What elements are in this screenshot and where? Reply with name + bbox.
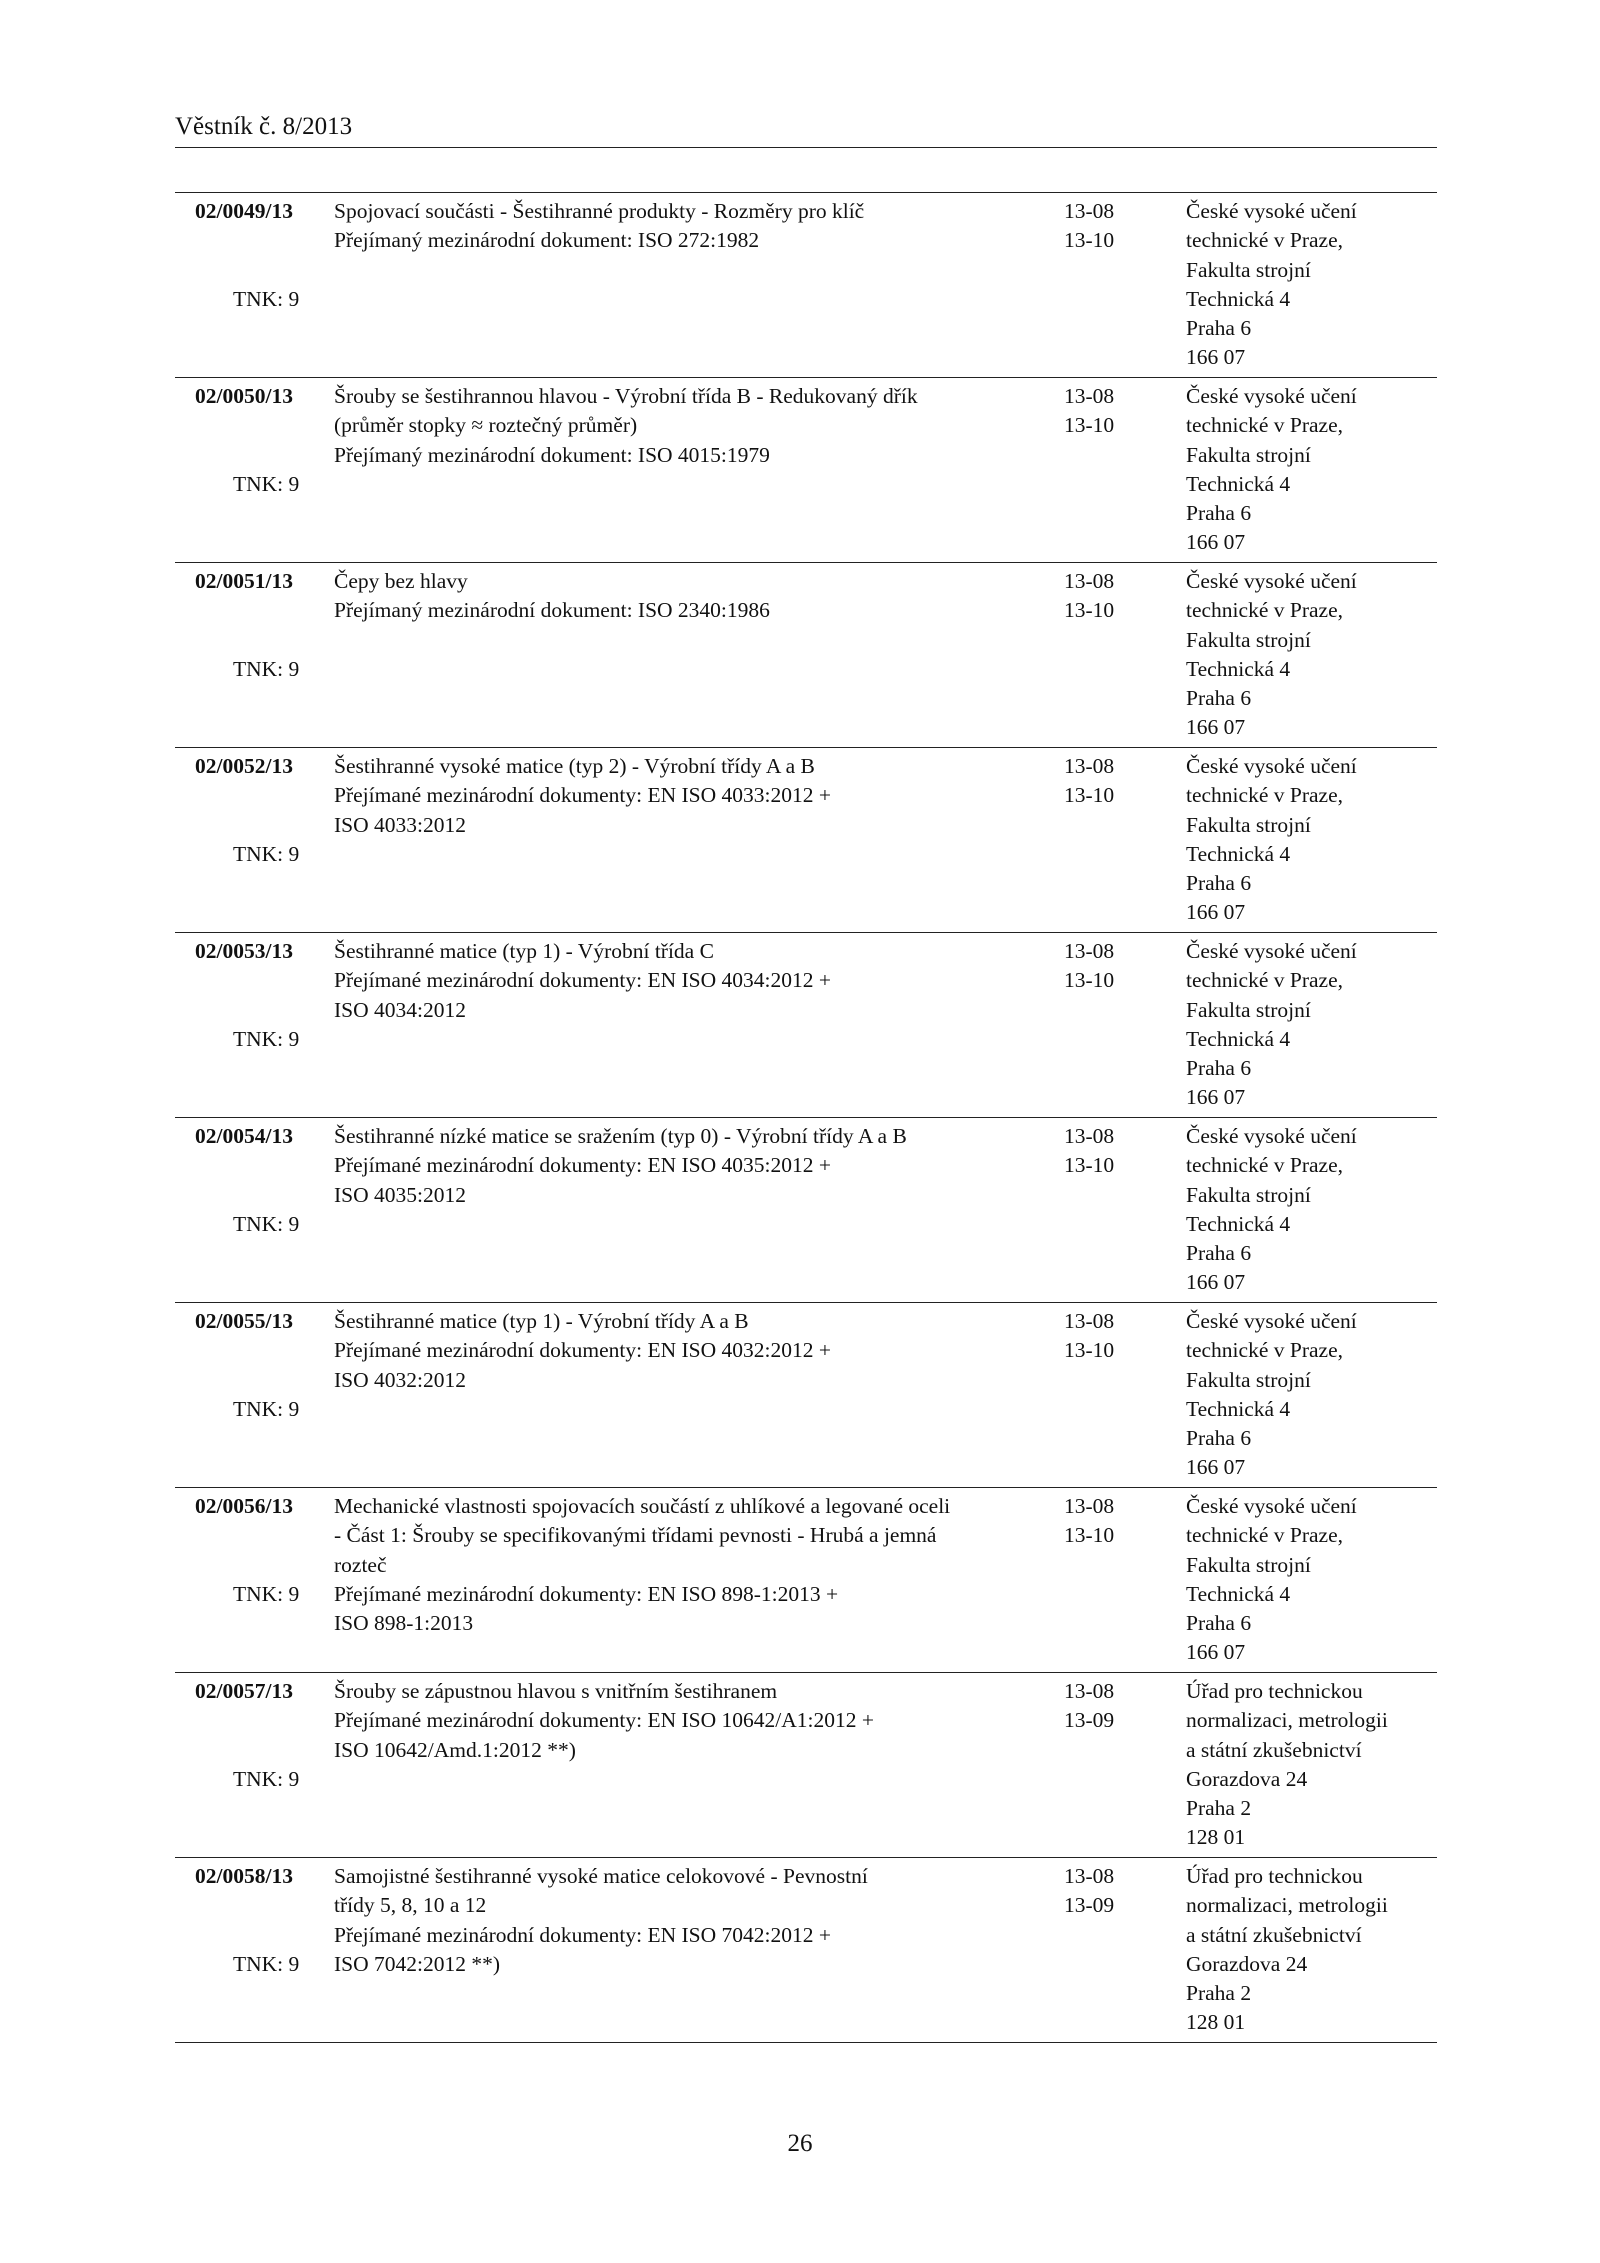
title-line: Šestihranné matice (typ 1) - Výrobní třídy A a B (334, 1309, 749, 1333)
address-line: Praha 2 (1186, 1981, 1252, 2006)
tnk-label: TNK: 9 (233, 287, 300, 311)
standard-number: 02/0058/13 (195, 1864, 293, 1888)
classification-codes-cell (1064, 382, 1154, 441)
address-line: České vysoké učení (1186, 569, 1357, 593)
table-row (175, 1302, 1437, 1487)
classification-codes-cell (1064, 752, 1154, 811)
address-line: 128 01 (1186, 1825, 1246, 1850)
classification-codes-cell (1064, 1307, 1154, 1366)
classification-code: 13-10 (1064, 1153, 1115, 1178)
classification-code: 13-10 (1064, 1523, 1115, 1548)
title-line: Spojovací součásti - Šestihranné produkty - Rozměry pro klíč (334, 199, 865, 223)
title-line: Šestihranné nízké matice se sražením (typ 0) - Výrobní třídy A a B (334, 1124, 907, 1148)
organization-address-cell (1186, 567, 1446, 743)
classification-code: 13-10 (1064, 1338, 1115, 1363)
title-line: Samojistné šestihranné vysoké matice celokovové - Pevnostní (334, 1864, 868, 1888)
title-line: Čepy bez hlavy (334, 569, 468, 593)
standard-title-cell (334, 937, 1034, 1025)
address-line: 166 07 (1186, 1640, 1246, 1665)
address-line: normalizaci, metrologii (1186, 1708, 1388, 1733)
table-row (175, 1487, 1437, 1672)
page-number: 26 (787, 2130, 813, 2157)
organization-address-cell (1186, 382, 1446, 558)
title-line: Přejímaný mezinárodní dokument: ISO 272:1982 (334, 228, 760, 253)
tnk-label: TNK: 9 (233, 1582, 300, 1606)
address-line: Praha 6 (1186, 871, 1252, 896)
standard-number: 02/0056/13 (195, 1494, 293, 1518)
header-divider (175, 147, 1437, 148)
address-line: Fakulta strojní (1186, 1552, 1311, 1577)
address-line: Praha 6 (1186, 501, 1252, 526)
address-line: České vysoké učení (1186, 939, 1357, 963)
classification-codes-cell (1064, 1862, 1154, 1921)
title-line: ISO 7042:2012 **) (334, 1951, 501, 1976)
title-line: Přejímané mezinárodní dokumenty: EN ISO 4034:2012 + (334, 968, 831, 993)
standard-id-cell (195, 937, 310, 1051)
address-line: Praha 6 (1186, 1241, 1252, 1266)
address-line: 166 07 (1186, 1270, 1246, 1295)
address-line: České vysoké učení (1186, 754, 1357, 778)
standard-id-cell (195, 382, 310, 496)
address-line: Praha 6 (1186, 686, 1252, 711)
standard-id-cell (195, 197, 310, 311)
address-line: technické v Praze, (1186, 783, 1343, 808)
organization-address-cell (1186, 1677, 1446, 1853)
title-line: Přejímané mezinárodní dokumenty: EN ISO 10642/A1:2012 + (334, 1708, 874, 1733)
address-line: Úřad pro technickou (1186, 1864, 1363, 1888)
address-line: technické v Praze, (1186, 598, 1343, 623)
address-line: 128 01 (1186, 2010, 1246, 2035)
address-line: Fakulta strojní (1186, 257, 1311, 282)
classification-code: 13-08 (1064, 1124, 1115, 1148)
address-line: České vysoké učení (1186, 1124, 1357, 1148)
classification-codes-cell (1064, 1492, 1154, 1551)
address-line: Fakulta strojní (1186, 1367, 1311, 1392)
address-line: technické v Praze, (1186, 228, 1343, 253)
address-line: České vysoké učení (1186, 384, 1357, 408)
tnk-label: TNK: 9 (233, 1767, 300, 1791)
standard-number: 02/0057/13 (195, 1679, 293, 1703)
address-line: Praha 2 (1186, 1796, 1252, 1821)
organization-address-cell (1186, 937, 1446, 1113)
address-line: technické v Praze, (1186, 1153, 1343, 1178)
address-line: Gorazdova 24 (1186, 1766, 1308, 1791)
address-line: České vysoké učení (1186, 1494, 1357, 1518)
title-line: ISO 10642/Amd.1:2012 **) (334, 1737, 576, 1762)
title-line: Přejímané mezinárodní dokumenty: EN ISO 4032:2012 + (334, 1338, 831, 1363)
standard-title-cell (334, 1492, 1034, 1638)
title-line: třídy 5, 8, 10 a 12 (334, 1893, 487, 1918)
classification-code: 13-08 (1064, 754, 1115, 778)
organization-address-cell (1186, 1862, 1446, 2038)
standard-title-cell (334, 752, 1034, 840)
classification-codes-cell (1064, 1677, 1154, 1736)
standard-id-cell (195, 1492, 310, 1606)
address-line: Technická 4 (1186, 1026, 1291, 1051)
standard-number: 02/0049/13 (195, 199, 293, 223)
standard-number: 02/0053/13 (195, 939, 293, 963)
table-row (175, 192, 1437, 377)
address-line: České vysoké učení (1186, 199, 1357, 223)
address-line: Technická 4 (1186, 1581, 1291, 1606)
classification-code: 13-10 (1064, 598, 1115, 623)
title-line: Šrouby se šestihrannou hlavou - Výrobní třída B - Redukovaný dřík (334, 384, 918, 408)
address-line: Fakulta strojní (1186, 627, 1311, 652)
address-line: a státní zkušebnictví (1186, 1922, 1362, 1947)
organization-address-cell (1186, 1492, 1446, 1668)
address-line: Fakulta strojní (1186, 442, 1311, 467)
table-row (175, 377, 1437, 562)
title-line: Šestihranné matice (typ 1) - Výrobní třída C (334, 939, 714, 963)
address-line: technické v Praze, (1186, 1523, 1343, 1548)
standard-id-cell (195, 1122, 310, 1236)
address-line: 166 07 (1186, 900, 1246, 925)
address-line: a státní zkušebnictví (1186, 1737, 1362, 1762)
title-line: Šestihranné vysoké matice (typ 2) - Výrobní třídy A a B (334, 754, 815, 778)
standard-title-cell (334, 197, 1034, 256)
address-line: Fakulta strojní (1186, 1182, 1311, 1207)
title-line: Přejímané mezinárodní dokumenty: EN ISO 4033:2012 + (334, 783, 831, 808)
address-line: Úřad pro technickou (1186, 1679, 1363, 1703)
address-line: 166 07 (1186, 715, 1246, 740)
title-line: ISO 4034:2012 (334, 997, 466, 1022)
title-line: ISO 4033:2012 (334, 812, 466, 837)
standard-id-cell (195, 567, 310, 681)
tnk-label: TNK: 9 (233, 842, 300, 866)
standard-title-cell (334, 1677, 1034, 1765)
tnk-label: TNK: 9 (233, 657, 300, 681)
standard-id-cell (195, 752, 310, 866)
table-row (175, 747, 1437, 932)
tnk-label: TNK: 9 (233, 472, 300, 496)
table-row (175, 1117, 1437, 1302)
address-line: Technická 4 (1186, 1396, 1291, 1421)
standard-number: 02/0054/13 (195, 1124, 293, 1148)
standard-title-cell (334, 1862, 1034, 1979)
standards-table (175, 192, 1437, 2043)
standard-id-cell (195, 1677, 310, 1791)
classification-code: 13-08 (1064, 1864, 1115, 1888)
classification-code: 13-08 (1064, 1679, 1115, 1703)
classification-code: 13-10 (1064, 783, 1115, 808)
title-line: Přejímané mezinárodní dokumenty: EN ISO 4035:2012 + (334, 1153, 831, 1178)
tnk-label: TNK: 9 (233, 1397, 300, 1421)
classification-code: 13-08 (1064, 1309, 1115, 1333)
title-line: - Část 1: Šrouby se specifikovanými třídami pevnosti - Hrubá a jemná (334, 1523, 937, 1548)
title-line: Přejímaný mezinárodní dokument: ISO 2340:1986 (334, 598, 770, 623)
address-line: Gorazdova 24 (1186, 1951, 1308, 1976)
address-line: 166 07 (1186, 1085, 1246, 1110)
address-line: normalizaci, metrologii (1186, 1893, 1388, 1918)
standard-title-cell (334, 1122, 1034, 1210)
address-line: Technická 4 (1186, 841, 1291, 866)
standard-title-cell (334, 1307, 1034, 1395)
organization-address-cell (1186, 1122, 1446, 1298)
tnk-label: TNK: 9 (233, 1952, 300, 1976)
organization-address-cell (1186, 1307, 1446, 1483)
classification-codes-cell (1064, 567, 1154, 626)
classification-code: 13-10 (1064, 228, 1115, 253)
classification-code: 13-09 (1064, 1893, 1115, 1918)
standard-id-cell (195, 1307, 310, 1421)
address-line: České vysoké učení (1186, 1309, 1357, 1333)
standard-number: 02/0055/13 (195, 1309, 293, 1333)
title-line: Přejímané mezinárodní dokumenty: EN ISO 898-1:2013 + (334, 1581, 839, 1606)
address-line: Technická 4 (1186, 656, 1291, 681)
address-line: 166 07 (1186, 530, 1246, 555)
standard-title-cell (334, 567, 1034, 626)
title-line: rozteč (334, 1552, 387, 1577)
classification-codes-cell (1064, 937, 1154, 996)
classification-code: 13-09 (1064, 1708, 1115, 1733)
address-line: Praha 6 (1186, 316, 1252, 341)
address-line: technické v Praze, (1186, 413, 1343, 438)
table-row (175, 1672, 1437, 1857)
address-line: Technická 4 (1186, 286, 1291, 311)
table-row (175, 562, 1437, 747)
classification-code: 13-08 (1064, 1494, 1115, 1518)
table-row (175, 1857, 1437, 2042)
address-line: technické v Praze, (1186, 1338, 1343, 1363)
title-line: Přejímané mezinárodní dokumenty: EN ISO 7042:2012 + (334, 1922, 831, 1947)
classification-code: 13-10 (1064, 413, 1115, 438)
title-line: ISO 4032:2012 (334, 1367, 466, 1392)
classification-code: 13-08 (1064, 199, 1115, 223)
classification-code: 13-08 (1064, 939, 1115, 963)
address-line: 166 07 (1186, 1455, 1246, 1480)
standard-number: 02/0051/13 (195, 569, 293, 593)
title-line: Přejímaný mezinárodní dokument: ISO 4015:1979 (334, 442, 770, 467)
organization-address-cell (1186, 752, 1446, 928)
standard-number: 02/0050/13 (195, 384, 293, 408)
classification-code: 13-08 (1064, 569, 1115, 593)
organization-address-cell (1186, 197, 1446, 373)
title-line: ISO 898-1:2013 (334, 1611, 474, 1636)
address-line: Technická 4 (1186, 471, 1291, 496)
address-line: technické v Praze, (1186, 968, 1343, 993)
classification-code: 13-08 (1064, 384, 1115, 408)
address-line: Fakulta strojní (1186, 812, 1311, 837)
classification-code: 13-10 (1064, 968, 1115, 993)
title-line: (průměr stopky ≈ roztečný průměr) (334, 413, 638, 438)
address-line: Technická 4 (1186, 1211, 1291, 1236)
classification-codes-cell (1064, 1122, 1154, 1181)
address-line: 166 07 (1186, 345, 1246, 370)
title-line: Šrouby se zápustnou hlavou s vnitřním šestihranem (334, 1679, 778, 1703)
address-line: Praha 6 (1186, 1611, 1252, 1636)
title-line: Mechanické vlastnosti spojovacích součástí z uhlíkové a legované oceli (334, 1494, 951, 1518)
standard-id-cell (195, 1862, 310, 1976)
page-header-title: Věstník č. 8/2013 (175, 113, 353, 140)
classification-codes-cell (1064, 197, 1154, 256)
standard-number: 02/0052/13 (195, 754, 293, 778)
address-line: Praha 6 (1186, 1056, 1252, 1081)
standard-title-cell (334, 382, 1034, 470)
tnk-label: TNK: 9 (233, 1027, 300, 1051)
address-line: Praha 6 (1186, 1426, 1252, 1451)
address-line: Fakulta strojní (1186, 997, 1311, 1022)
table-row (175, 932, 1437, 1117)
tnk-label: TNK: 9 (233, 1212, 300, 1236)
title-line: ISO 4035:2012 (334, 1182, 466, 1207)
